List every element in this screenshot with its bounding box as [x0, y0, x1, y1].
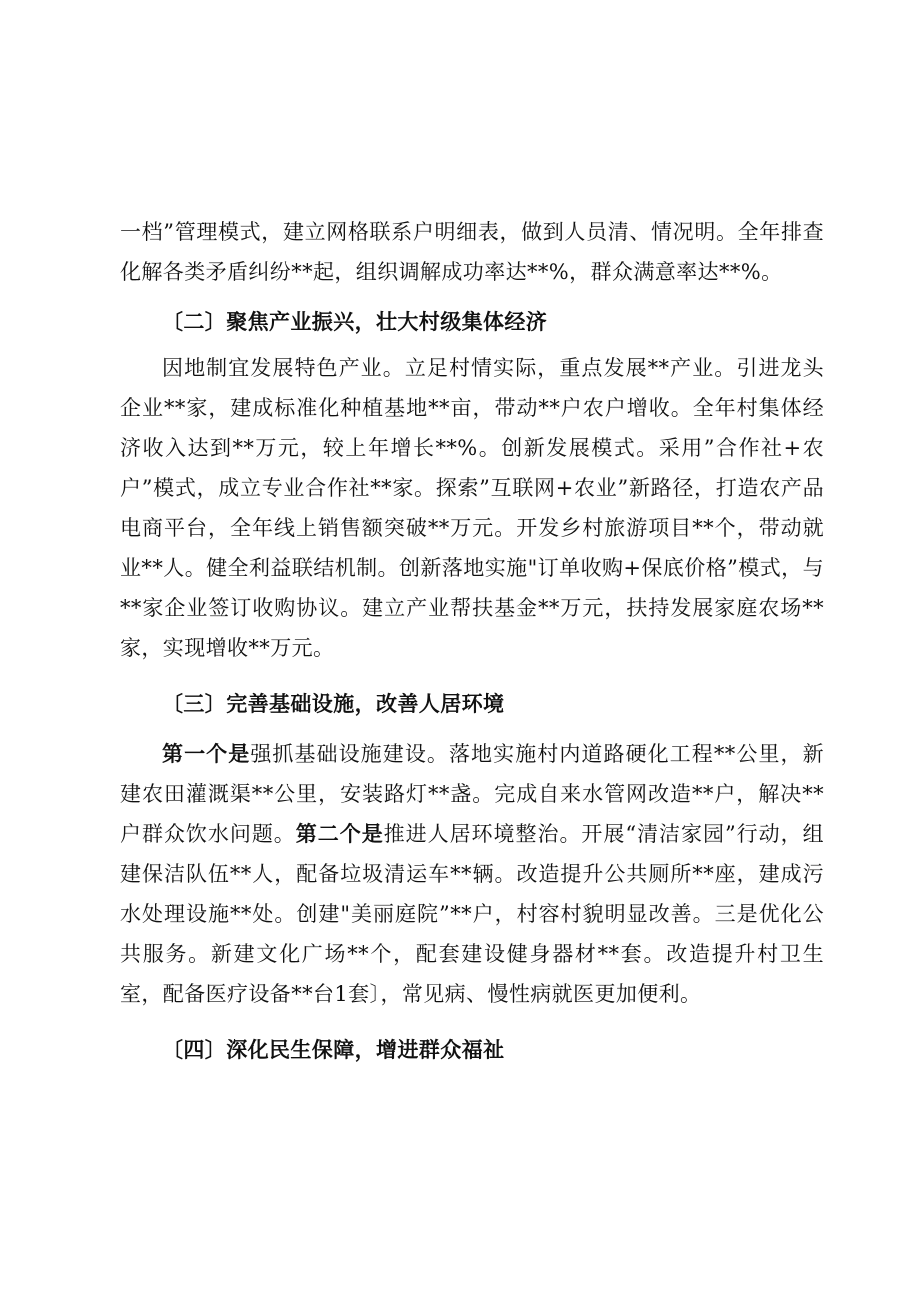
paragraph-infrastructure	[120, 734, 824, 1014]
paragraph-infrastructure-text-1: 强抓基础设施建设。落地实施村内道路硬化工程**公里，新建农田灌溉渠**公里，安装路灯**盏。完成自来水管网改造**户，解决**户群众饮水问题。	[120, 742, 824, 846]
lead-phrase-first: 第一个是	[162, 741, 251, 766]
paragraph-industry: 因地制宜发展特色产业。立足村情实际，重点发展**产业。引进龙头企业**家，建成标准化种植基地**亩，带动**户农户增收。全年村集体经济收入达到**万元，较上年增长**%。创新发展模式。采用”合作社+农户”模式，成立专业合作社**家。探索”互联网+农业”新路径，打造农产品电商平台，全年线上销售额突破**万元。开发乡村旅游项目**个，带动就业**人。健全利益联结机制。创新落地实施"订单收购+保底价格”模式，与**家企业签订收购协议。建立产业帮扶基金**万元，扶持发展家庭农场**家，实现增收**万元。	[120, 356, 824, 660]
section-heading-4: 〔四〕深化民生保障，增进群众福祉	[162, 1037, 505, 1062]
section-heading-2: 〔二〕聚焦产业振兴，壮大村级集体经济	[162, 309, 548, 334]
lead-phrase-second: 第二个是	[295, 821, 384, 846]
paragraph-infrastructure-text-2: 推进人居环境整治。开展“清洁家园”行动，组建保洁队伍**人，配备垃圾清运车**辆。改造提升公共厕所**座，建成污水处理设施**处。创建"美丽庭院”**户，村容村貌明显改善。三是优化公共服务。新建文化广场**个，配套建设健身器材**套。改造提升村卫生室，配备医疗设备**台1套〕，常见病、慢性病就医更加便利。	[120, 822, 824, 1006]
document-body	[120, 212, 824, 1070]
paragraph-continuation: 一档”管理模式，建立网格联系户明细表，做到人员清、情况明。全年排查化解各类矛盾纠纷**起，组织调解成功率达**%，群众满意率达**%。	[120, 220, 824, 284]
section-heading-3: 〔三〕完善基础设施，改善人居环境	[162, 691, 505, 716]
